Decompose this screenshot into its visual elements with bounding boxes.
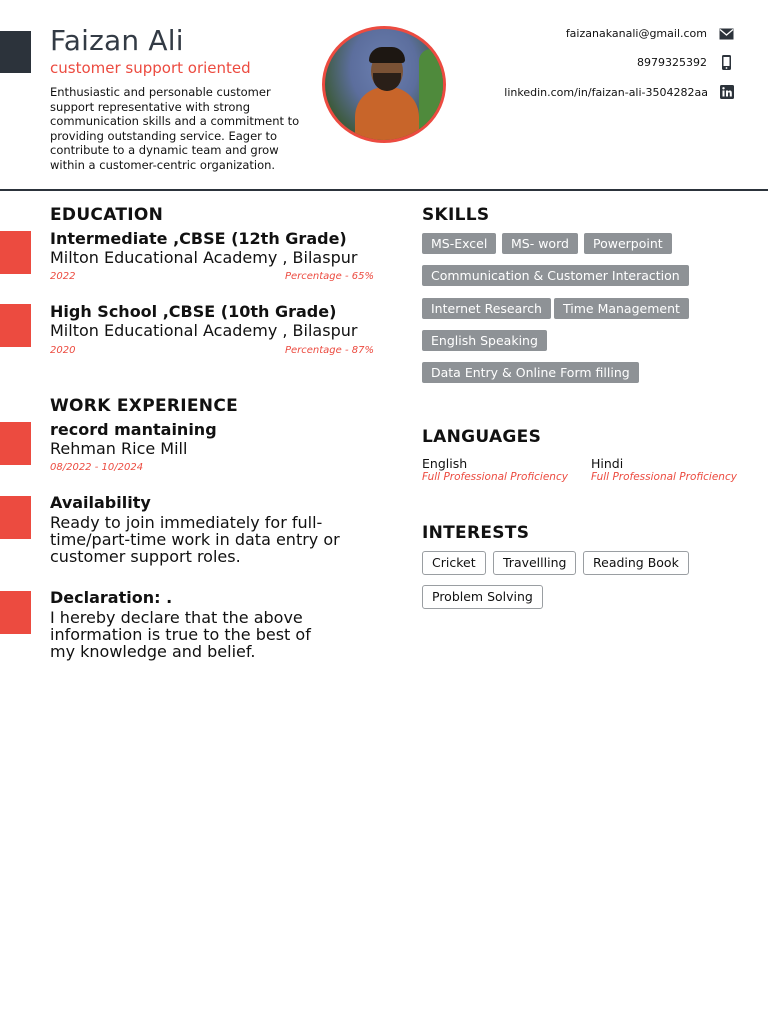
skill-tag: English Speaking <box>422 330 547 351</box>
skills-heading: SKILLS <box>422 205 490 225</box>
phone-icon <box>719 55 734 70</box>
interest-tag: Problem Solving <box>422 585 543 609</box>
interest-tag: Cricket <box>422 551 486 575</box>
languages-heading: LANGUAGES <box>422 427 542 447</box>
skill-tag: Data Entry & Online Form filling <box>422 362 639 383</box>
photo-background-plant <box>419 49 443 139</box>
skill-tag: MS- word <box>502 233 578 254</box>
skill-tag: Time Management <box>554 298 689 319</box>
contact-phone[interactable] <box>637 55 734 70</box>
contact-email[interactable] <box>566 27 734 40</box>
language-name: Hindi <box>591 456 624 471</box>
language-level: Full Professional Proficiency <box>591 471 737 483</box>
education-year: 2020 <box>50 345 76 356</box>
candidate-name: Faizan Ali <box>50 24 184 57</box>
skill-tag: Powerpoint <box>584 233 672 254</box>
availability-accent-bar <box>0 496 31 539</box>
email-text[interactable]: faizanakanali@gmail.com <box>565 27 707 40</box>
declaration-heading: Declaration: . <box>50 588 173 607</box>
availability-text: Ready to join immediately for full-time/part-time work in data entry or customer support roles. <box>50 513 340 566</box>
interest-tag: Reading Book <box>583 551 689 575</box>
work-role: record mantaining <box>50 420 217 439</box>
linkedin-icon <box>720 85 734 99</box>
work-company: Rehman Rice Mill <box>50 439 188 458</box>
education-score: Percentage - 87% <box>284 345 374 356</box>
interest-tag: Travellling <box>493 551 576 575</box>
envelope-icon <box>719 28 734 40</box>
education-degree: High School ,CBSE (10th Grade) <box>50 302 337 321</box>
education-degree: Intermediate ,CBSE (12th Grade) <box>50 229 347 248</box>
interests-heading: INTERESTS <box>422 523 530 543</box>
profile-summary: Enthusiastic and personable customer support representative with strong communication skills and a commitment to providing outstanding service. Eager to contribute to a dynamic team and grow within a customer-centric organization. <box>50 85 300 172</box>
candidate-role: customer support oriented <box>50 59 251 77</box>
header-divider <box>0 189 768 191</box>
language-level: Full Professional Proficiency <box>422 471 568 483</box>
education-score: Percentage - 65% <box>284 271 374 282</box>
skill-tag: Internet Research <box>422 298 551 319</box>
availability-heading: Availability <box>50 493 151 512</box>
work-accent-bar <box>0 422 31 465</box>
declaration-text: I hereby declare that the above information is true to the best of my knowledge and belief. <box>50 608 311 661</box>
work-heading: WORK EXPERIENCE <box>50 396 239 416</box>
education-school: Milton Educational Academy , Bilaspur <box>50 248 358 267</box>
linkedin-text[interactable]: linkedin.com/in/faizan-ali-3504282aa <box>504 85 708 99</box>
education-heading: EDUCATION <box>50 205 164 225</box>
header-accent-bar <box>0 31 31 73</box>
phone-text[interactable]: 8979325392 <box>637 56 707 69</box>
education-year: 2022 <box>50 271 76 282</box>
work-dates: 08/2022 - 10/2024 <box>50 462 144 473</box>
profile-photo <box>322 26 446 143</box>
education-accent-bar <box>0 231 31 274</box>
education-school: Milton Educational Academy , Bilaspur <box>50 321 358 340</box>
photo-jacket <box>355 87 419 143</box>
language-name: English <box>422 456 468 471</box>
contact-linkedin[interactable] <box>504 85 734 99</box>
declaration-accent-bar <box>0 591 31 634</box>
skill-tag: Communication & Customer Interaction <box>422 265 689 286</box>
skill-tag: MS-Excel <box>422 233 496 254</box>
photo-hair <box>369 47 405 63</box>
education-accent-bar <box>0 304 31 347</box>
